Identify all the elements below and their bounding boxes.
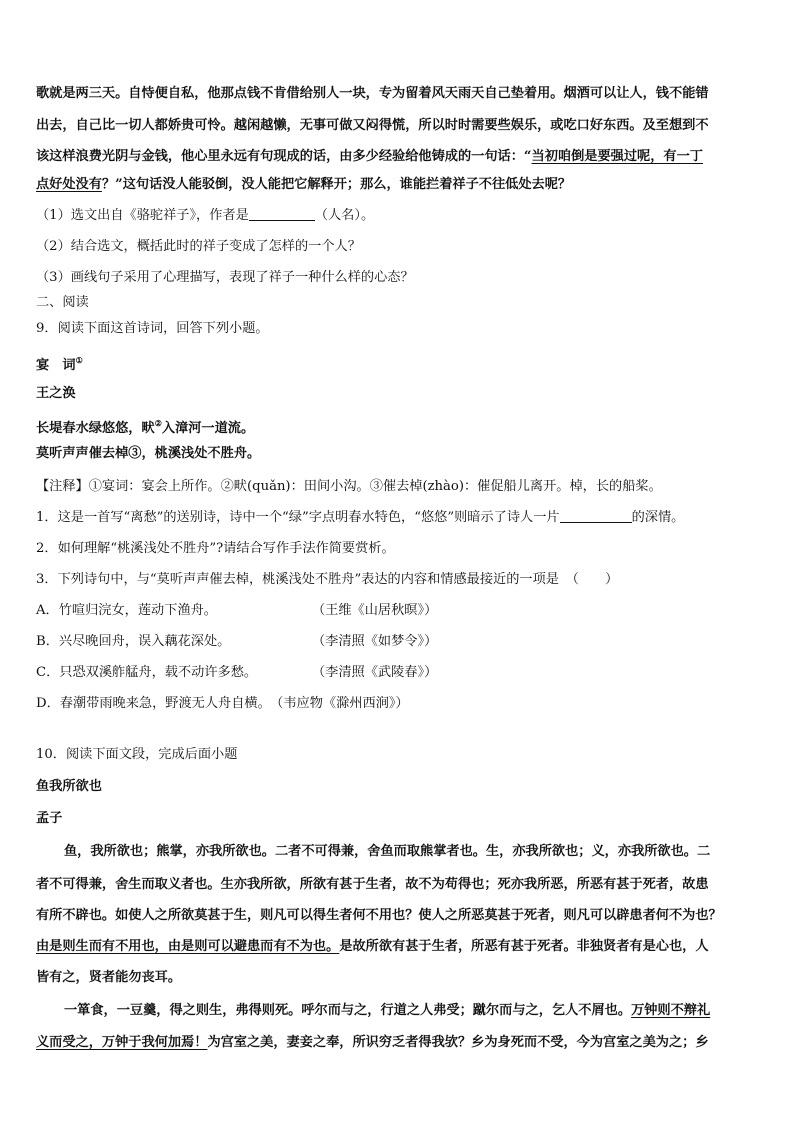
- q9-sub1-text: 1．这是一首写“离愁”的送别诗，诗中一个“绿”字点明春水特色，“悠悠”则暗示了诗人一片: [36, 510, 560, 525]
- q9-sub3: 3．下列诗句中，与“莫听声声催去棹，桃溪浅处不胜舟”表达的内容和情感最接近的一项是 （ ）: [36, 572, 619, 587]
- answer-blank[interactable]: [249, 206, 315, 221]
- poem-text: 长堤春水绿悠悠，畎: [36, 421, 155, 436]
- underlined-sentence-end: 义而受之，万钟于我何加焉！: [36, 1035, 208, 1050]
- essay-text: 一箪食，一豆羹，得之则生，弗得则死。呼尔而与之，行道之人弗受；蹴尔而与之，乞人不屑也。: [64, 1003, 632, 1018]
- option-text: C．只恐双溪舴艋舟，载不动许多愁。: [36, 665, 258, 680]
- passage-line-1: 歌就是两三天。自恃便自私，他那点钱不肯借给别人一块，专为留着风天雨天自己垫着用。烟酒可以让人，钱不能错: [36, 86, 709, 101]
- poem-notes: 【注释】①宴词：宴会上所作。②畎(quǎn)：田间小沟。③催去棹(zhào)：催促船儿离开。棹，长的船桨。: [36, 479, 662, 494]
- q9-sub1: [36, 508, 684, 528]
- option-c[interactable]: [36, 663, 438, 683]
- option-text: A．竹喧归浣女，莲动下渔舟。: [36, 603, 217, 618]
- passage-line-2: 出去，自己比一切人都娇贵可怜。越闲越懒，无事可做又闷得慌，所以时时需要些娱乐，或吃口好东西。及至想到不: [36, 118, 709, 133]
- q8-sub1-suffix: （人名）。: [314, 208, 375, 223]
- poem-author: 王之涣: [36, 386, 76, 401]
- poem-title-text: 宴 词: [36, 358, 76, 373]
- footnote-mark: ①: [75, 355, 83, 365]
- option-source: （李清照《武陵春》）: [312, 665, 438, 680]
- essay-line-1: 鱼，我所欲也；熊掌，亦我所欲也。二者不可得兼，舍鱼而取熊掌者也。生，亦我所欲也；义，亦我所欲也。二: [64, 844, 711, 859]
- essay-line-3: 有所不辟也。如使人之所欲莫甚于生，则凡可以得生者何不用也？使人之所恶莫甚于死者，则凡可以辟患者何不为也？: [36, 908, 722, 923]
- underlined-sentence-end: 点好处没有: [36, 177, 102, 192]
- option-a[interactable]: [36, 601, 438, 621]
- option-source: （韦应物《滁州西涧》）: [276, 696, 409, 711]
- poem-line-1: [36, 413, 254, 439]
- option-text: B．兴尽晚回舟，误入藕花深处。: [36, 634, 231, 649]
- q8-sub3: （3）画线句子采用了心理描写，表现了祥子一种什么样的心态？: [36, 270, 414, 285]
- essay-line-5: 皆有之，贤者能勿丧耳。: [36, 970, 182, 985]
- essay-line-7: [36, 1033, 709, 1053]
- underlined-sentence: 由是则生而有不用也，由是则可以避患而有不为也。: [36, 939, 340, 954]
- essay-line-2: 者不可得兼，舍生而取义者也。生亦我所欲，所欲有甚于生者，故不为苟得也；死亦我所恶，所恶有甚于死者，故患: [36, 877, 709, 892]
- option-source: （王维《山居秋暝》）: [312, 603, 438, 618]
- q8-sub1: [36, 206, 374, 226]
- section-heading: 二、阅读: [36, 295, 89, 310]
- poem-title: [36, 350, 83, 376]
- essay-text: 是故所欲有甚于生者，所恶有甚于死者。非独贤者有是心也，人: [339, 939, 709, 954]
- passage-text: 该这样浪费光阴与金钱，他心里永远有句现成的话，由多少经验给他铸成的一句话：“: [36, 149, 532, 164]
- q9-heading: 9．阅读下面这首诗词，回答下列小题。: [36, 321, 269, 336]
- essay-line-4: [36, 937, 709, 957]
- essay-text: 为宫室之美，妻妾之奉，所识穷乏者得我欤？乡为身死而不受，今为宫室之美为之；乡: [207, 1035, 709, 1050]
- option-b[interactable]: [36, 632, 438, 652]
- q10-heading: 10．阅读下面文段，完成后面小题: [36, 747, 238, 762]
- option-d[interactable]: [36, 694, 409, 714]
- q9-sub2: 2．如何理解“桃溪浅处不胜舟”?请结合写作手法作简要赏析。: [36, 541, 395, 556]
- q8-sub2: （2）结合选文，概括此时的祥子变成了怎样的一个人？: [36, 239, 361, 254]
- essay-line-6: [36, 1001, 710, 1021]
- essay-title: 鱼我所欲也: [36, 779, 102, 794]
- q8-sub1-text: （1）选文出自《骆驼祥子》，作者是: [36, 208, 249, 223]
- passage-line-3: [36, 147, 703, 167]
- option-text: D．春潮带雨晚来急，野渡无人舟自横。: [36, 696, 271, 711]
- q9-sub1-suffix: 的深情。: [631, 510, 685, 525]
- essay-author: 孟子: [36, 811, 63, 826]
- underlined-sentence: 当初咱倒是要强过呢，有一丁: [531, 149, 703, 164]
- passage-line-4: [36, 175, 571, 195]
- footnote-mark: ②: [154, 418, 162, 428]
- answer-blank[interactable]: [560, 508, 632, 523]
- option-source: （李清照《如梦令》）: [312, 634, 438, 649]
- poem-text: 入漳河一道流。: [161, 421, 255, 436]
- poem-line-2: 莫听声声催去棹③，桃溪浅处不胜舟。: [36, 446, 261, 461]
- passage-text: ？”这句话没人能驳倒，没人能把它解释开；那么，谁能拦着祥子不往低处去呢？: [101, 177, 572, 192]
- underlined-sentence: 万钟则不辩礼: [631, 1003, 711, 1018]
